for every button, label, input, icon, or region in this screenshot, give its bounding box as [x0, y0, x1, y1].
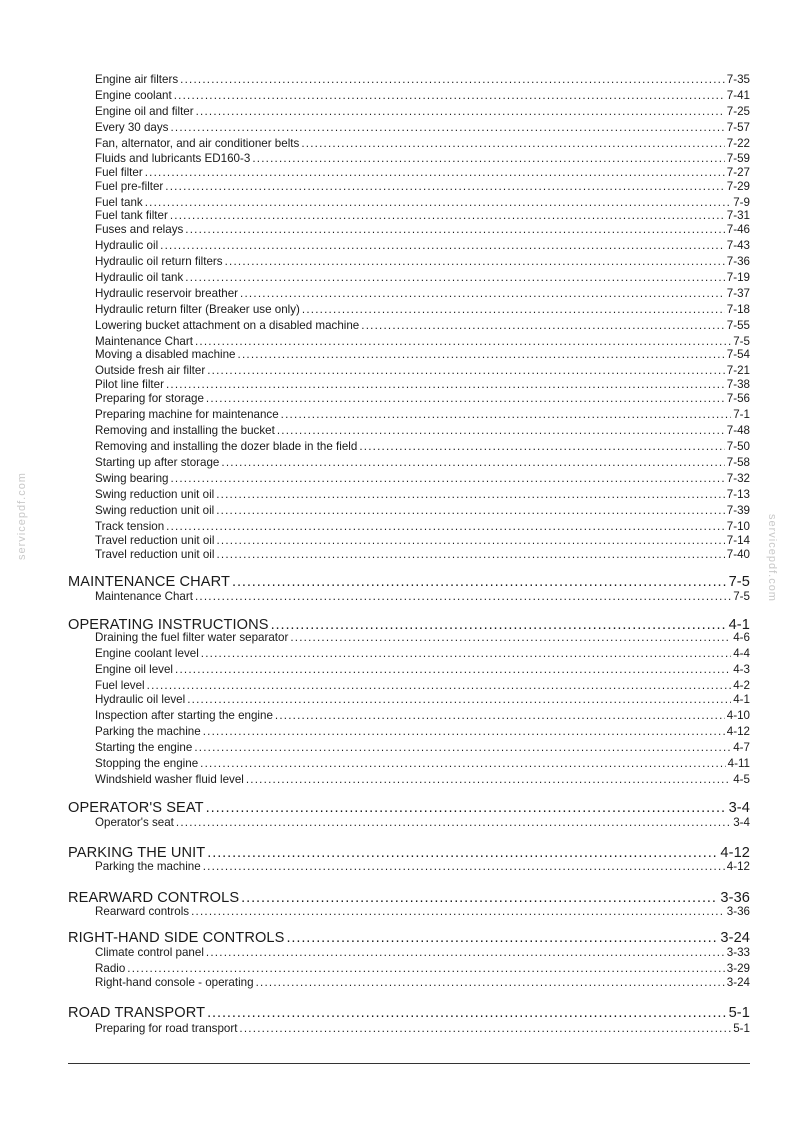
toc-entry[interactable]	[95, 209, 750, 222]
entry-page-number: 4-4	[733, 647, 750, 660]
entry-title: Moving a disabled machine	[95, 348, 236, 361]
dot-leader	[275, 709, 725, 722]
entry-title: Hydraulic oil	[95, 239, 159, 252]
entry-title: Fuel tank filter	[95, 209, 168, 222]
toc-entry[interactable]	[95, 335, 750, 348]
entry-title: Climate control panel	[95, 946, 204, 959]
entry-page-number: 7-48	[726, 424, 750, 437]
entry-page-number: 7-58	[726, 456, 750, 469]
entry-page-number: 7-21	[726, 364, 750, 377]
footer-rule	[68, 1063, 750, 1064]
toc-entry[interactable]	[95, 534, 750, 547]
dot-leader	[174, 89, 725, 102]
dot-leader	[221, 456, 724, 469]
toc-entry[interactable]	[95, 860, 750, 873]
toc-entry[interactable]	[95, 905, 750, 918]
entry-page-number: 7-55	[726, 319, 750, 332]
entry-page-number: 4-1	[728, 617, 750, 633]
dot-leader	[302, 303, 725, 316]
entry-page-number: 4-2	[733, 679, 750, 692]
entry-page-number: 7-5	[728, 574, 750, 590]
entry-page-number: 7-54	[726, 348, 750, 361]
entry-title: Preparing for road transport	[95, 1022, 238, 1035]
entry-title: Fuses and relays	[95, 223, 184, 236]
entry-title: Pilot line filter	[95, 378, 164, 391]
entry-page-number: 7-57	[726, 121, 750, 134]
entry-title: Hydraulic oil return filters	[95, 255, 223, 268]
dot-leader	[225, 255, 725, 268]
dot-leader	[201, 647, 731, 660]
entry-title: OPERATING INSTRUCTIONS	[68, 617, 269, 633]
toc-section-heading[interactable]	[68, 930, 750, 946]
dot-leader	[203, 725, 725, 738]
entry-title: Swing bearing	[95, 472, 169, 485]
dot-leader	[256, 976, 725, 989]
entry-page-number: 7-25	[726, 105, 750, 118]
dot-leader	[203, 860, 725, 873]
toc-entry[interactable]	[95, 303, 750, 316]
entry-title: Every 30 days	[95, 121, 169, 134]
entry-page-number: 7-14	[726, 534, 750, 547]
toc-entry[interactable]	[95, 548, 750, 561]
toc-entry[interactable]	[95, 424, 750, 437]
entry-page-number: 7-5	[733, 590, 750, 603]
toc-entry[interactable]	[95, 180, 750, 193]
toc-entry[interactable]	[95, 946, 750, 959]
dot-leader	[175, 663, 731, 676]
dot-leader	[207, 845, 718, 861]
entry-title: Travel reduction unit oil	[95, 534, 215, 547]
dot-leader	[170, 209, 725, 222]
entry-title: Stopping the engine	[95, 757, 199, 770]
entry-page-number: 4-11	[727, 757, 750, 770]
entry-title: Maintenance Chart	[95, 590, 193, 603]
toc-entry[interactable]	[95, 488, 750, 501]
toc-entry[interactable]	[95, 440, 750, 453]
entry-page-number: 7-9	[733, 196, 750, 209]
toc-entry[interactable]	[95, 364, 750, 377]
entry-page-number: 4-12	[720, 845, 750, 861]
dot-leader	[252, 152, 724, 165]
toc-entry[interactable]	[95, 121, 750, 134]
dot-leader	[238, 348, 725, 361]
entry-page-number: 5-1	[733, 1022, 750, 1035]
entry-title: Right-hand console - operating	[95, 976, 254, 989]
entry-title: Fluids and lubricants ED160-3	[95, 152, 251, 165]
toc-entry[interactable]	[95, 223, 750, 236]
toc-entry[interactable]	[95, 816, 750, 829]
entry-title: Hydraulic oil level	[95, 693, 186, 706]
entry-page-number: 4-10	[726, 709, 750, 722]
entry-title: RIGHT-HAND SIDE CONTROLS	[68, 930, 285, 946]
dot-leader	[207, 364, 725, 377]
entry-title: MAINTENANCE CHART	[68, 574, 230, 590]
entry-title: Travel reduction unit oil	[95, 548, 215, 561]
entry-title: Inspection after starting the engine	[95, 709, 273, 722]
dot-leader	[277, 424, 725, 437]
toc-entry[interactable]	[95, 456, 750, 469]
toc-entry[interactable]	[95, 631, 750, 644]
toc-entry[interactable]	[95, 757, 750, 770]
entry-title: Operator's seat	[95, 816, 174, 829]
entry-title: Radio	[95, 962, 126, 975]
entry-page-number: 7-29	[726, 180, 750, 193]
dot-leader	[127, 962, 724, 975]
toc-entry[interactable]	[95, 962, 750, 975]
dot-leader	[232, 574, 727, 590]
entry-page-number: 4-5	[733, 773, 750, 786]
dot-leader	[206, 800, 727, 816]
toc-entry[interactable]	[95, 408, 750, 421]
entry-title: Starting up after storage	[95, 456, 220, 469]
toc-entry[interactable]	[95, 239, 750, 252]
entry-page-number: 7-32	[726, 472, 750, 485]
dot-leader	[216, 548, 724, 561]
dot-leader	[145, 196, 732, 209]
dot-leader	[359, 440, 724, 453]
entry-title: REARWARD CONTROLS	[68, 890, 240, 906]
entry-title: Fuel level	[95, 679, 145, 692]
dot-leader	[160, 239, 725, 252]
toc-entry[interactable]	[95, 976, 750, 989]
toc-entry[interactable]	[95, 392, 750, 405]
entry-title: ROAD TRANSPORT	[68, 1005, 206, 1021]
entry-page-number: 7-22	[726, 137, 750, 150]
toc-entry[interactable]	[95, 1022, 750, 1035]
entry-title: Swing reduction unit oil	[95, 488, 215, 501]
entry-title: Engine coolant level	[95, 647, 199, 660]
dot-leader	[187, 693, 731, 706]
entry-page-number: 4-3	[733, 663, 750, 676]
toc-entry[interactable]	[95, 319, 750, 332]
dot-leader	[290, 631, 731, 644]
entry-title: Engine oil and filter	[95, 105, 194, 118]
toc-section-heading[interactable]	[68, 845, 750, 861]
entry-title: Engine oil level	[95, 663, 173, 676]
entry-title: Preparing for storage	[95, 392, 204, 405]
dot-leader	[301, 137, 724, 150]
dot-leader	[216, 488, 725, 501]
entry-page-number: 7-38	[726, 378, 750, 391]
toc-entry[interactable]	[95, 271, 750, 284]
entry-title: Rearward controls	[95, 905, 190, 918]
entry-title: Fuel tank	[95, 196, 143, 209]
entry-title: Engine air filters	[95, 73, 179, 86]
dot-leader	[246, 773, 731, 786]
entry-page-number: 7-31	[726, 209, 750, 222]
toc-entry[interactable]	[95, 520, 750, 533]
dot-leader	[170, 472, 724, 485]
dot-leader	[185, 223, 724, 236]
entry-title: Windshield washer fluid level	[95, 773, 244, 786]
entry-page-number: 4-1	[733, 693, 750, 706]
toc-entry[interactable]	[95, 504, 750, 517]
toc-entry[interactable]	[95, 73, 750, 86]
entry-title: PARKING THE UNIT	[68, 845, 206, 861]
entry-page-number: 7-13	[726, 488, 750, 501]
dot-leader	[281, 408, 732, 421]
toc-entry[interactable]	[95, 725, 750, 738]
toc-entry[interactable]	[95, 378, 750, 391]
entry-page-number: 7-56	[726, 392, 750, 405]
toc-entry[interactable]	[95, 255, 750, 268]
toc-entry[interactable]	[95, 709, 750, 722]
entry-title: Parking the machine	[95, 860, 201, 873]
toc-entry[interactable]	[95, 105, 750, 118]
dot-leader	[191, 905, 725, 918]
entry-page-number: 7-10	[726, 520, 750, 533]
toc-entry[interactable]	[95, 348, 750, 361]
toc-entry[interactable]	[95, 693, 750, 706]
dot-leader	[216, 504, 725, 517]
entry-page-number: 4-7	[733, 741, 750, 754]
entry-page-number: 7-50	[726, 440, 750, 453]
entry-page-number: 4-12	[726, 725, 750, 738]
dot-leader	[240, 287, 725, 300]
toc-entry[interactable]	[95, 166, 750, 179]
entry-page-number: 7-59	[726, 152, 750, 165]
dot-leader	[241, 890, 718, 906]
dot-leader	[166, 520, 725, 533]
watermark-right: servicepdf.com	[766, 514, 778, 602]
entry-title: Maintenance Chart	[95, 335, 193, 348]
entry-title: Fan, alternator, and air conditioner belts	[95, 137, 300, 150]
toc-entry[interactable]	[95, 679, 750, 692]
dot-leader	[239, 1022, 731, 1035]
dot-leader	[166, 378, 725, 391]
toc-section-heading[interactable]	[68, 1005, 750, 1021]
entry-title: Parking the machine	[95, 725, 201, 738]
entry-page-number: 7-19	[726, 271, 750, 284]
entry-page-number: 3-29	[726, 962, 750, 975]
dot-leader	[207, 1005, 727, 1021]
entry-page-number: 4-12	[726, 860, 750, 873]
entry-page-number: 7-46	[726, 223, 750, 236]
entry-page-number: 7-27	[726, 166, 750, 179]
dot-leader	[185, 271, 725, 284]
entry-page-number: 7-5	[733, 335, 750, 348]
entry-title: Hydraulic return filter (Breaker use only)	[95, 303, 300, 316]
dot-leader	[206, 392, 725, 405]
entry-page-number: 3-36	[720, 890, 750, 906]
entry-page-number: 4-6	[733, 631, 750, 644]
entry-title: Hydraulic reservoir breather	[95, 287, 239, 300]
toc-entry[interactable]	[95, 472, 750, 485]
entry-title: Outside fresh air filter	[95, 364, 206, 377]
entry-title: Preparing machine for maintenance	[95, 408, 279, 421]
dot-leader	[145, 166, 725, 179]
entry-page-number: 3-33	[726, 946, 750, 959]
dot-leader	[200, 757, 726, 770]
entry-page-number: 7-36	[726, 255, 750, 268]
toc-entry[interactable]	[95, 196, 750, 209]
toc-entry[interactable]	[95, 89, 750, 102]
watermark-left: servicepdf.com	[16, 472, 28, 560]
dot-leader	[176, 816, 731, 829]
dot-leader	[194, 741, 731, 754]
entry-title: Fuel pre-filter	[95, 180, 164, 193]
toc-entry[interactable]	[95, 741, 750, 754]
entry-title: Draining the fuel filter water separator	[95, 631, 289, 644]
toc-entry[interactable]	[95, 773, 750, 786]
entry-title: Hydraulic oil tank	[95, 271, 184, 284]
dot-leader	[147, 679, 732, 692]
entry-page-number: 7-43	[726, 239, 750, 252]
entry-page-number: 3-24	[720, 930, 750, 946]
dot-leader	[165, 180, 724, 193]
entry-title: Removing and installing the dozer blade in the field	[95, 440, 358, 453]
entry-page-number: 3-4	[728, 800, 750, 816]
entry-page-number: 7-35	[726, 73, 750, 86]
entry-title: Removing and installing the bucket	[95, 424, 275, 437]
toc-entry[interactable]	[95, 590, 750, 603]
entry-title: OPERATOR'S SEAT	[68, 800, 204, 816]
toc-section-heading[interactable]	[68, 574, 750, 590]
entry-title: Engine coolant	[95, 89, 172, 102]
entry-title: Swing reduction unit oil	[95, 504, 215, 517]
toc-section-heading[interactable]	[68, 800, 750, 816]
dot-leader	[196, 105, 725, 118]
dot-leader	[216, 534, 724, 547]
dot-leader	[286, 930, 718, 946]
toc-entry[interactable]	[95, 137, 750, 150]
entry-page-number: 7-39	[726, 504, 750, 517]
toc-entry[interactable]	[95, 152, 750, 165]
entry-page-number: 7-18	[726, 303, 750, 316]
entry-page-number: 5-1	[728, 1005, 750, 1021]
toc-section-heading[interactable]	[68, 890, 750, 906]
toc-entry[interactable]	[95, 663, 750, 676]
dot-leader	[195, 590, 731, 603]
entry-page-number: 3-24	[726, 976, 750, 989]
entry-title: Starting the engine	[95, 741, 193, 754]
entry-page-number: 7-1	[733, 408, 750, 421]
dot-leader	[361, 319, 725, 332]
entry-title: Track tension	[95, 520, 165, 533]
entry-page-number: 7-41	[726, 89, 750, 102]
dot-leader	[195, 335, 731, 348]
entry-title: Lowering bucket attachment on a disabled machine	[95, 319, 360, 332]
dot-leader	[180, 73, 725, 86]
entry-page-number: 7-37	[726, 287, 750, 300]
dot-leader	[170, 121, 724, 134]
toc-entry[interactable]	[95, 287, 750, 300]
entry-page-number: 3-36	[726, 905, 750, 918]
dot-leader	[206, 946, 725, 959]
toc-entry[interactable]	[95, 647, 750, 660]
entry-title: Fuel filter	[95, 166, 143, 179]
entry-page-number: 3-4	[733, 816, 750, 829]
entry-page-number: 7-40	[726, 548, 750, 561]
